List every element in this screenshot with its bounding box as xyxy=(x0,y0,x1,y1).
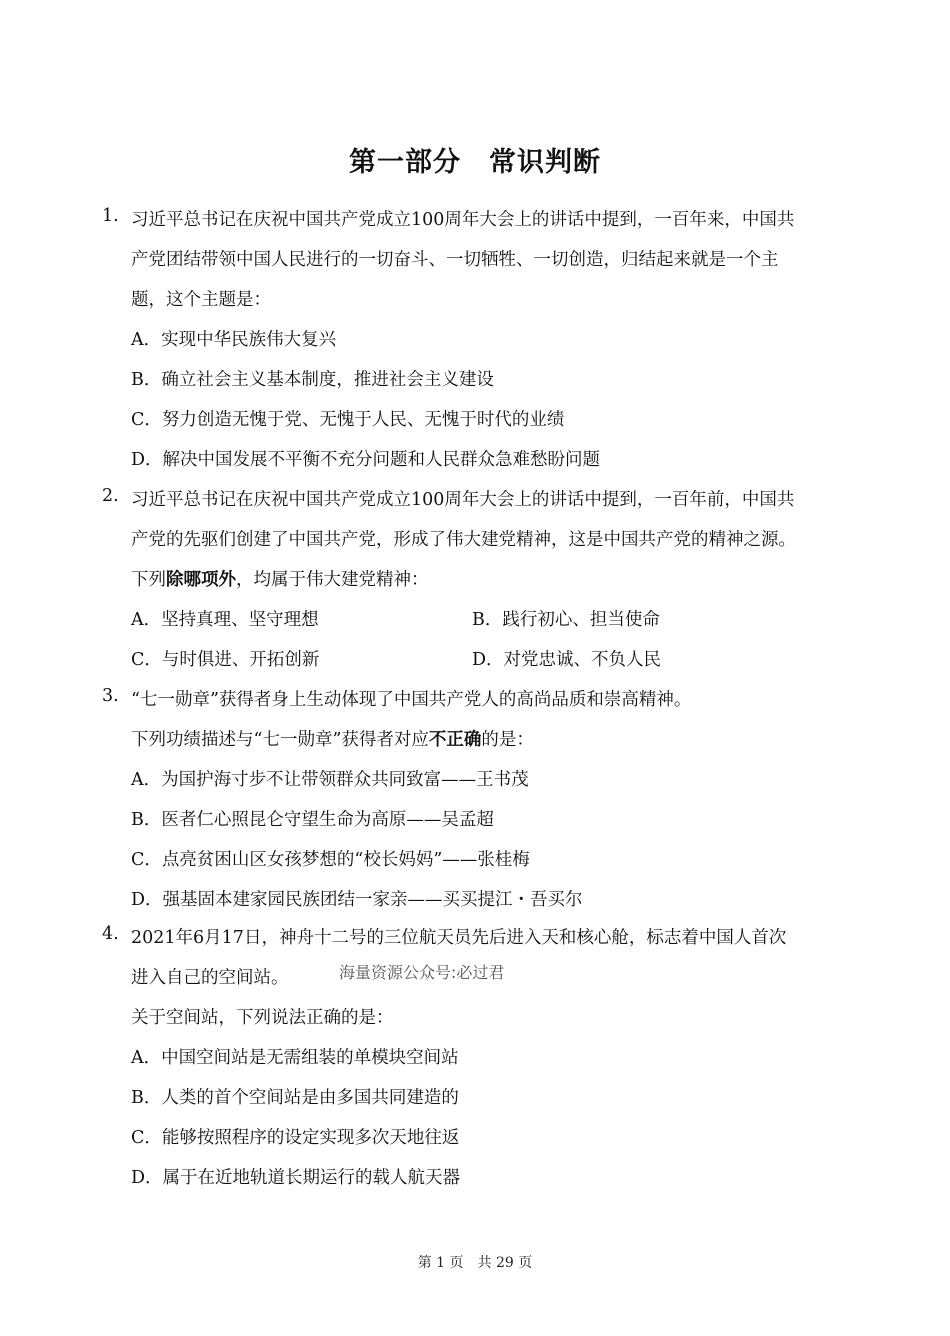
option-b: B．医者仁心照昆仑守望生命为高原——吴孟超 xyxy=(131,810,494,830)
option-c: C．努力创造无愧于党、无愧于人民、无愧于时代的业绩 xyxy=(131,410,565,430)
question-stem-line xyxy=(131,566,429,591)
question-stem-line: 2021年6月17日，神舟十二号的三位航天员先后进入天和核心舱，标志着中国人首次 xyxy=(131,928,787,948)
option-a: A．中国空间站是无需组装的单模块空间站 xyxy=(131,1048,459,1068)
question-stem-line xyxy=(131,726,534,751)
option-b: B．践行初心、担当使命 xyxy=(472,610,660,630)
option-a: A．实现中华民族伟大复兴 xyxy=(131,330,337,350)
option-b: B．确立社会主义基本制度，推进社会主义建设 xyxy=(131,370,494,390)
page-title: 第一部分 常识判断 xyxy=(349,147,601,178)
question-stem-line: 进入自己的空间站。 xyxy=(131,968,289,988)
stem-text: 下列功绩描述与“七一勋章”获得者对应 xyxy=(131,730,429,750)
question-stem-line: 关于空间站，下列说法正确的是： xyxy=(131,1008,394,1028)
stem-text: ，均属于伟大建党精神： xyxy=(236,570,429,590)
stem-text: 下列 xyxy=(131,570,166,590)
option-b: B．人类的首个空间站是由多国共同建造的 xyxy=(131,1088,459,1108)
option-d: D．解决中国发展不平衡不充分问题和人民群众急难愁盼问题 xyxy=(131,450,601,470)
option-d: D．强基固本建家园民族团结一家亲——买买提江・吾买尔 xyxy=(131,890,583,910)
emphasis-text: 不正确 xyxy=(428,730,482,750)
stem-text: 的是： xyxy=(481,730,534,750)
option-d: D．属于在近地轨道长期运行的载人航天器 xyxy=(131,1168,461,1188)
question-stem-line: 产党团结带领中国人民进行的一切奋斗、一切牺牲、一切创造，归结起来就是一个主 xyxy=(131,250,779,270)
question-number: 2. xyxy=(102,486,119,506)
option-a: A．为国护海寸步不让带领群众共同致富——王书茂 xyxy=(131,770,529,790)
question-stem-line: 产党的先驱们创建了中国共产党，形成了伟大建党精神，这是中国共产党的精神之源。 xyxy=(131,530,796,550)
option-c: C．点亮贫困山区女孩梦想的“校长妈妈”——张桂梅 xyxy=(131,850,530,870)
question-number: 1. xyxy=(102,206,119,226)
option-a: A．坚持真理、坚守理想 xyxy=(131,610,319,630)
watermark-text: 海量资源公众号:必过君 xyxy=(339,963,505,982)
question-stem-line: 习近平总书记在庆祝中国共产党成立100周年大会上的讲话中提到，一百年来，中国共 xyxy=(131,210,795,230)
page-footer: 第 1 页 共 29 页 xyxy=(417,1255,533,1271)
question-number: 3. xyxy=(102,686,119,706)
question-stem-line: 习近平总书记在庆祝中国共产党成立100周年大会上的讲话中提到，一百年前，中国共 xyxy=(131,490,795,510)
question-number: 4. xyxy=(102,924,119,944)
option-d: D．对党忠诚、不负人民 xyxy=(472,650,662,670)
option-c: C．与时俱进、开拓创新 xyxy=(131,650,320,670)
question-stem-line: “七一勋章”获得者身上生动体现了中国共产党人的高尚品质和崇高精神。 xyxy=(131,690,692,710)
emphasis-text: 除哪项外 xyxy=(166,570,236,590)
question-stem-line: 题，这个主题是： xyxy=(131,290,271,310)
option-c: C．能够按照程序的设定实现多次天地往返 xyxy=(131,1128,460,1148)
